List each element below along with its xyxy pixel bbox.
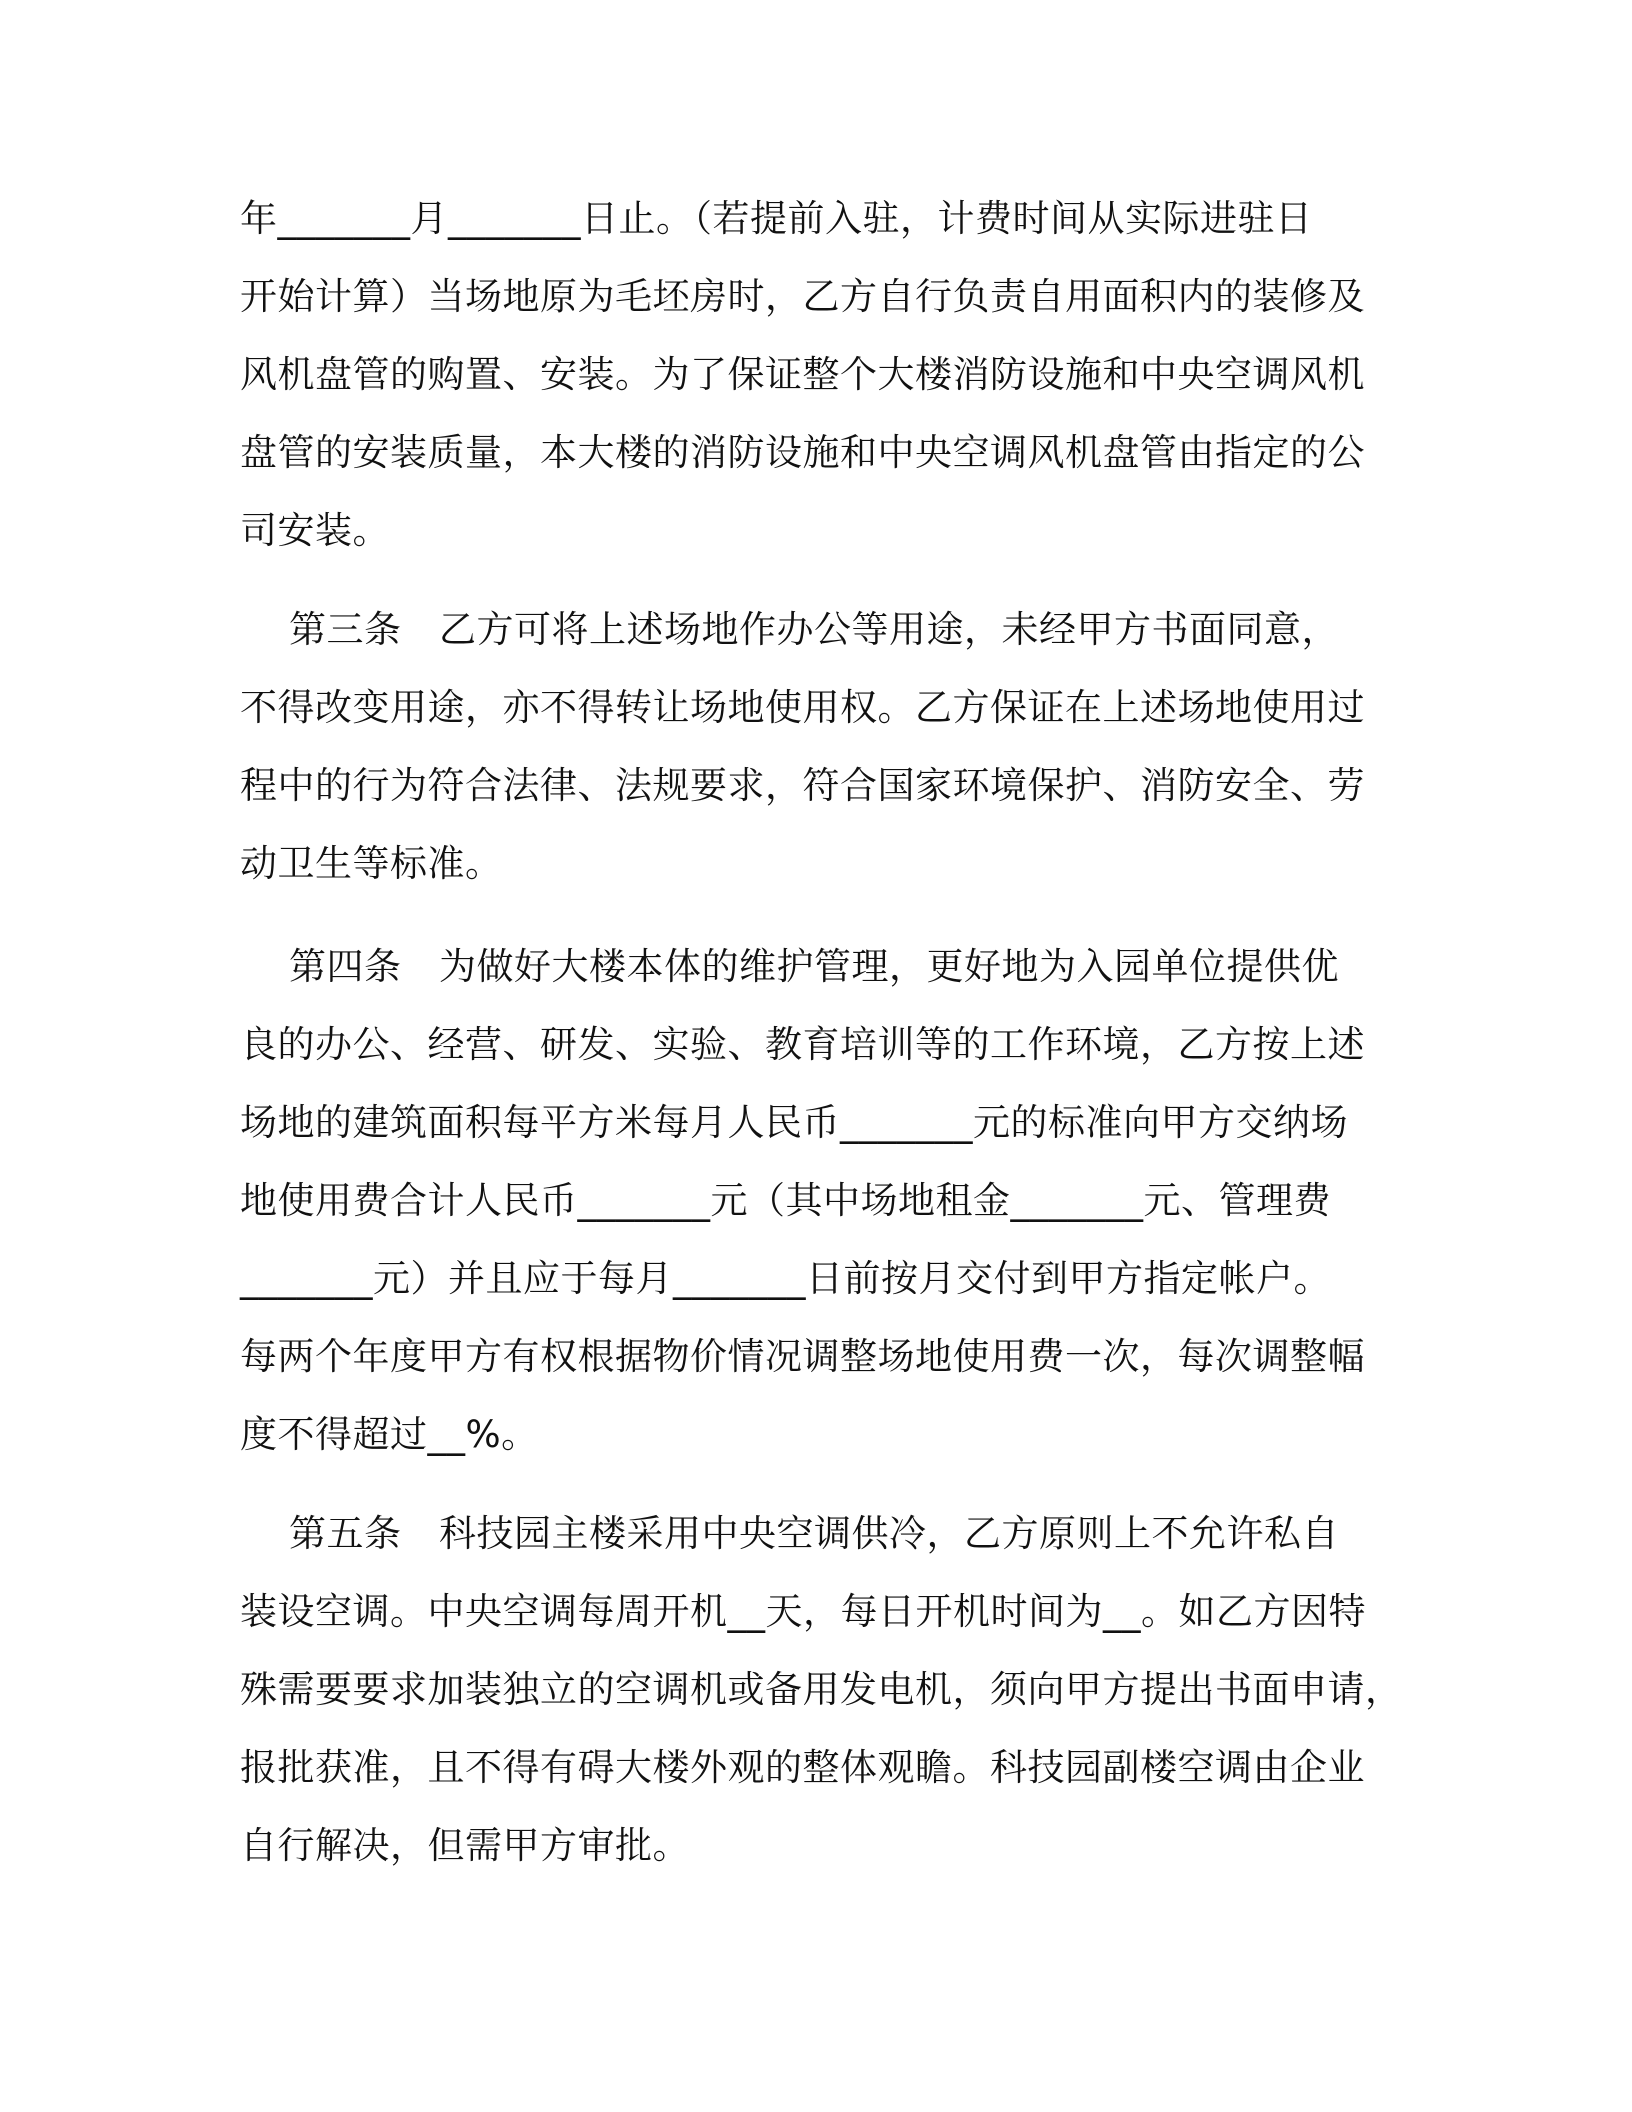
text-line: 第五条 科技园主楼采用中央空调供冷，乙方原则上不允许私自 xyxy=(240,1512,1340,1555)
text-line: 不得改变用途，亦不得转让场地使用权。乙方保证在上述场地使用过 xyxy=(240,686,1365,729)
text-line: _______元）并且应于每月_______日前按月交付到甲方指定帐户。 xyxy=(240,1257,1331,1300)
text-line: 开始计算）当场地原为毛坯房时，乙方自行负责自用面积内的装修及 xyxy=(240,275,1365,318)
text-line: 场地的建筑面积每平方米每月人民币_______元的标准向甲方交纳场 xyxy=(240,1101,1348,1144)
text-line: 度不得超过__%。 xyxy=(240,1413,539,1456)
text-line: 每两个年度甲方有权根据物价情况调整场地使用费一次，每次调整幅 xyxy=(240,1335,1365,1378)
paragraph-article-5 xyxy=(240,1495,1403,1885)
text-line: 装设空调。中央空调每周开机__天，每日开机时间为__。如乙方因特 xyxy=(240,1590,1366,1633)
text-line: 盘管的安装质量，本大楼的消防设施和中央空调风机盘管由指定的公 xyxy=(240,431,1365,474)
text-line: 自行解决，但需甲方审批。 xyxy=(240,1824,690,1867)
paragraph-article-3 xyxy=(240,591,1380,903)
text-line: 第三条 乙方可将上述场地作办公等用途，未经甲方书面同意， xyxy=(240,608,1340,651)
text-line: 动卫生等标准。 xyxy=(240,842,503,885)
text-line: 良的办公、经营、研发、实验、教育培训等的工作环境，乙方按上述 xyxy=(240,1023,1365,1066)
text-line: 风机盘管的购置、安装。为了保证整个大楼消防设施和中央空调风机 xyxy=(240,353,1365,396)
paragraph-continuation xyxy=(240,180,1380,570)
text-line: 程中的行为符合法律、法规要求，符合国家环境保护、消防安全、劳 xyxy=(240,764,1365,807)
paragraph-article-4 xyxy=(240,928,1380,1474)
text-line: 地使用费合计人民币_______元（其中场地租金_______元、管理费 xyxy=(240,1179,1331,1222)
text-line: 报批获准，且不得有碍大楼外观的整体观瞻。科技园副楼空调由企业 xyxy=(240,1746,1365,1789)
text-line: 司安装。 xyxy=(240,509,390,552)
text-line: 殊需要要求加装独立的空调机或备用发电机，须向甲方提出书面申请， xyxy=(240,1668,1403,1711)
text-line: 年_______月_______日止。（若提前入驻，计费时间从实际进驻日 xyxy=(240,197,1313,240)
text-line: 第四条 为做好大楼本体的维护管理，更好地为入园单位提供优 xyxy=(240,945,1340,988)
